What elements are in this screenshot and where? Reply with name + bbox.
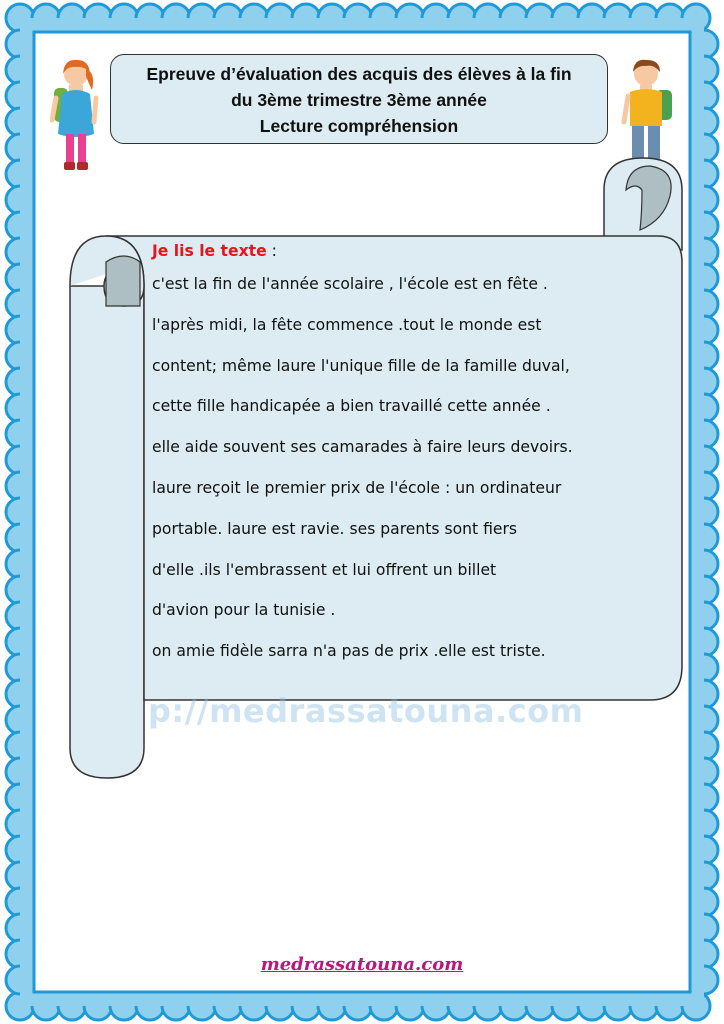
passage-line: content; même laure l'unique fille de la famille duval, (152, 356, 570, 375)
passage-line: cette fille handicapée a bien travaillé cette année . (152, 397, 551, 416)
header-line-1: Epreuve d’évaluation des acquis des élèves à la fin (146, 64, 572, 84)
passage-line: on amie fidèle sarra n'a pas de prix .elle est triste. (152, 642, 546, 661)
scroll-left-curl-shadow (106, 256, 140, 306)
reading-heading (152, 238, 672, 264)
passage-line: portable. laure est ravie. ses parents sont fiers (152, 519, 518, 538)
header-line-3: Lecture compréhension (259, 116, 459, 136)
reading-heading-colon: : (266, 242, 277, 260)
reading-heading-label: Je lis le texte (152, 242, 267, 260)
header-line-2: du 3ème trimestre 3ème année (231, 90, 487, 110)
passage-line: laure reçoit le premier prix de l'école : un ordinateur (152, 478, 562, 497)
scroll-left-roll (70, 286, 144, 778)
watermark: p://medrassatouna.com (148, 692, 584, 730)
passage-line: l'après midi, la fête commence .tout le monde est (152, 315, 542, 334)
passage-line: d'avion pour la tunisie . (152, 601, 336, 620)
reading-passage (152, 238, 672, 672)
passage-line: c'est la fin de l'année scolaire , l'école est en fête . (152, 275, 548, 293)
passage-line: d'elle .ils l'embrassent et lui offrent un billet (152, 560, 497, 579)
footer-website: medrassatouna.com (260, 954, 464, 975)
passage-line: elle aide souvent ses camarades à faire leurs devoirs. (152, 438, 573, 457)
